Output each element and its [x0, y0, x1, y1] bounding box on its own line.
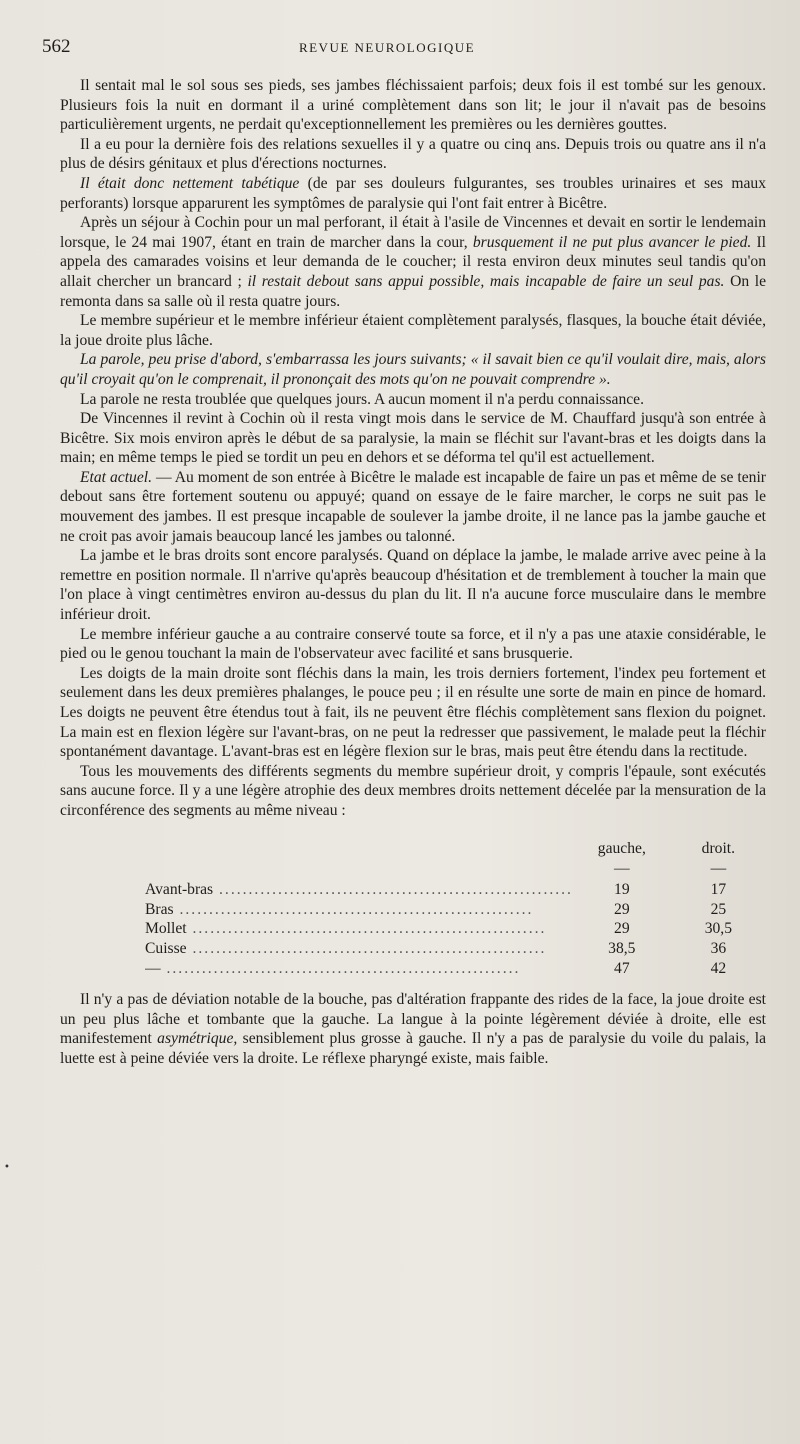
measurement-row: [145, 880, 766, 900]
segment-label: — ............................................................: [145, 959, 521, 977]
italic-text-run: La parole, peu prise d'abord, s'embarrassa les jours suivants; « il savait bien ce qu'il voulait dire, mais, alors qu'il croyait qu'on le comprenait, il prononçait des mots qu'on ne pouvait comprendre ».: [60, 351, 766, 388]
italic-text-run: brusquement il ne put plus avancer le pied.: [472, 233, 752, 251]
measurement-label-header: [145, 839, 573, 859]
measurement-header-row: [145, 839, 766, 859]
article-body: [60, 76, 766, 821]
page-header: [42, 36, 766, 70]
paragraph: [60, 350, 766, 389]
text-run: Après un séjour à Cochin pour un mal perforant, il était à l'asile de Vincennes et devait en sortir le lendemain lorsque, le 24 mai 1907, étant en train de marcher dans la cour,: [60, 214, 766, 251]
italic-text-run: asymétrique,: [157, 1030, 238, 1048]
measurement-table: [145, 839, 766, 979]
paragraph: [60, 135, 766, 174]
paragraph: [60, 990, 766, 1068]
italic-text-run: il restait debout sans appui possible, mais incapable de faire un seul pas.: [247, 272, 725, 290]
paragraph: [60, 625, 766, 664]
value-gauche: 38,5: [608, 939, 636, 957]
value-droit: 17: [710, 881, 727, 899]
paragraph: [60, 409, 766, 468]
text-run: Le membre supérieur et le membre inférieur étaient complètement paralysés, flasques, la bouche était déviée, la joue droite plus lâche.: [60, 312, 766, 349]
text-run: Il a eu pour la dernière fois des relations sexuelles il y a quatre ou cinq ans. Depuis trois ou quatre ans il n'a plus de désirs génitaux et plus d'érections nocturnes.: [60, 135, 766, 173]
text-run: Les doigts de la main droite sont fléchis dans la main, les trois derniers fortement, l'index peu fortement et seulement dans les deux premières phalanges, le pouce peu ; il en résulte une sorte de main en pince de homard. Les doigts ne peuvent être étendus tout à fait, ils ne peuvent être fléchis complètement sans flexion du poignet. La main est en flexion légère sur l'avant-bras, on ne peut la redresser que passivement, le malade peut la fléchir spontanément davantage. L'avant-bras est en légère flexion sur le bras, mais peut être étendu dans la rectitude.: [60, 664, 766, 761]
paragraph: [60, 76, 766, 135]
value-gauche: 47: [614, 959, 630, 977]
value-gauche: 19: [614, 881, 630, 899]
segment-label: Avant-bras ............................................................: [145, 881, 573, 899]
value-droit: 36: [710, 939, 727, 957]
text-run: On le remonta dans sa salle où il resta quatre jours.: [60, 272, 767, 310]
value-gauche: 29: [614, 900, 630, 918]
page-number: 562: [42, 36, 71, 57]
column-header-gauche: gauche,: [597, 839, 646, 857]
column-header-droit: droit.: [701, 839, 736, 857]
text-run: Le membre inférieur gauche a au contraire conservé toute sa force, et il n'y a pas une ataxie considérable, le pied ou le genou touchant la main de l'observateur avec facilité et sans brusquerie.: [60, 625, 766, 663]
text-run: Il n'y a pas de déviation notable de la bouche, pas d'altération frappante des rides de la face, la joue droite est un peu plus lâche et tombante que la gauche. La langue à la pointe légèrement déviée à droite, elle est manifestement: [60, 991, 766, 1048]
column-rule: —: [614, 860, 630, 878]
margin-mark: •: [4, 1162, 10, 1173]
measurement-rows: [145, 880, 766, 978]
paragraph: [60, 664, 766, 762]
text-run: (de par ses douleurs fulgurantes, ses troubles urinaires et ses maux perforants) lorsque apparurent les symptômes de paralysie qui l'ont fait entrer à Bicêtre.: [60, 174, 766, 212]
segment-label: Cuisse ............................................................: [145, 939, 547, 957]
value-gauche: 29: [614, 920, 630, 938]
closing-paragraph: [60, 990, 766, 1068]
paragraph: [60, 390, 766, 410]
value-droit: 25: [710, 900, 727, 918]
text-run: — Au moment de son entrée à Bicêtre le malade est incapable de faire un pas et même de se tenir debout sans être fortement soutenu ou appuyé; quand on essaye de le faire marcher, le corps ne suit pas le mouvement des jambes. Il est presque incapable de soulever la jambe droite, il ne lance pas la jambe gauche et ne croit pas avoir jamais beaucoup lancé les jambes ou talonné.: [60, 468, 767, 545]
measurement-row: [145, 900, 766, 920]
value-droit: 42: [710, 959, 727, 977]
value-droit: 30,5: [704, 920, 732, 938]
column-rule: —: [710, 860, 727, 878]
measurement-row: [145, 939, 766, 959]
measurement-row: [145, 959, 766, 979]
paragraph: [60, 174, 766, 213]
italic-text-run: Il était donc nettement tabétique: [80, 174, 300, 192]
paragraph: [60, 213, 766, 311]
paragraph: [60, 762, 766, 821]
segment-label: Mollet ............................................................: [145, 920, 547, 938]
text-run: Il appela des camarades voisins et leur demanda de le coucher; il resta environ deux minutes seul tandis qu'on allait chercher un brancard ;: [60, 233, 766, 290]
text-run: Tous les mouvements des différents segments du membre supérieur droit, y compris l'épaule, sont exécutés sans aucune force. Il y a une légère atrophie des deux membres droits nettement décelée par la mensuration de la circonférence des segments au même niveau :: [60, 762, 766, 819]
text-run: sensiblement plus grosse à gauche. Il n'y a pas de paralysie du voile du palais, la luette est à peine déviée vers la droite. Le réflexe pharyngé existe, mais faible.: [60, 1030, 766, 1067]
italic-text-run: Etat actuel.: [80, 468, 152, 486]
running-head: REVUE NEUROLOGIQUE: [298, 40, 476, 55]
paragraph: [60, 468, 766, 546]
text-run: Il sentait mal le sol sous ses pieds, ses jambes fléchissaient parfois; deux fois il est tombé sur les genoux. Plusieurs fois la nuit en dormant il a uriné complètement dans son lit; le jour il n'avait pas de besoins particulièrement urgents, ne perdait qu'exceptionnellement les premières ou les dernières gouttes.: [60, 77, 766, 134]
text-run: La jambe et le bras droits sont encore paralysés. Quand on déplace la jambe, le malade arrive avec peine à la remettre en position normale. Il n'arrive qu'après beaucoup d'hésitation et de tremblement à toucher la main que l'on place à vingt centimètres environ au-dessus du plan du lit. Il n'a aucune force musculaire dans le membre inférieur droit.: [60, 547, 766, 624]
text-run: De Vincennes il revint à Cochin où il resta vingt mois dans le service de M. Chauffard jusqu'à son entrée à Bicêtre. Six mois environ après le début de sa paralysie, la main se fléchit sur l'avant-bras et les doigts dans la main; en même temps le pied se tordit un peu en dehors et se déforma tel qu'il est actuellement.: [60, 410, 766, 467]
measurement-row: [145, 919, 766, 939]
paragraph: [60, 311, 766, 350]
segment-label: Bras ............................................................: [145, 900, 534, 918]
paragraph: [60, 546, 766, 624]
measurement-rule-row: [145, 858, 766, 880]
text-run: La parole ne resta troublée que quelques jours. A aucun moment il n'a perdu connaissance.: [80, 390, 645, 408]
